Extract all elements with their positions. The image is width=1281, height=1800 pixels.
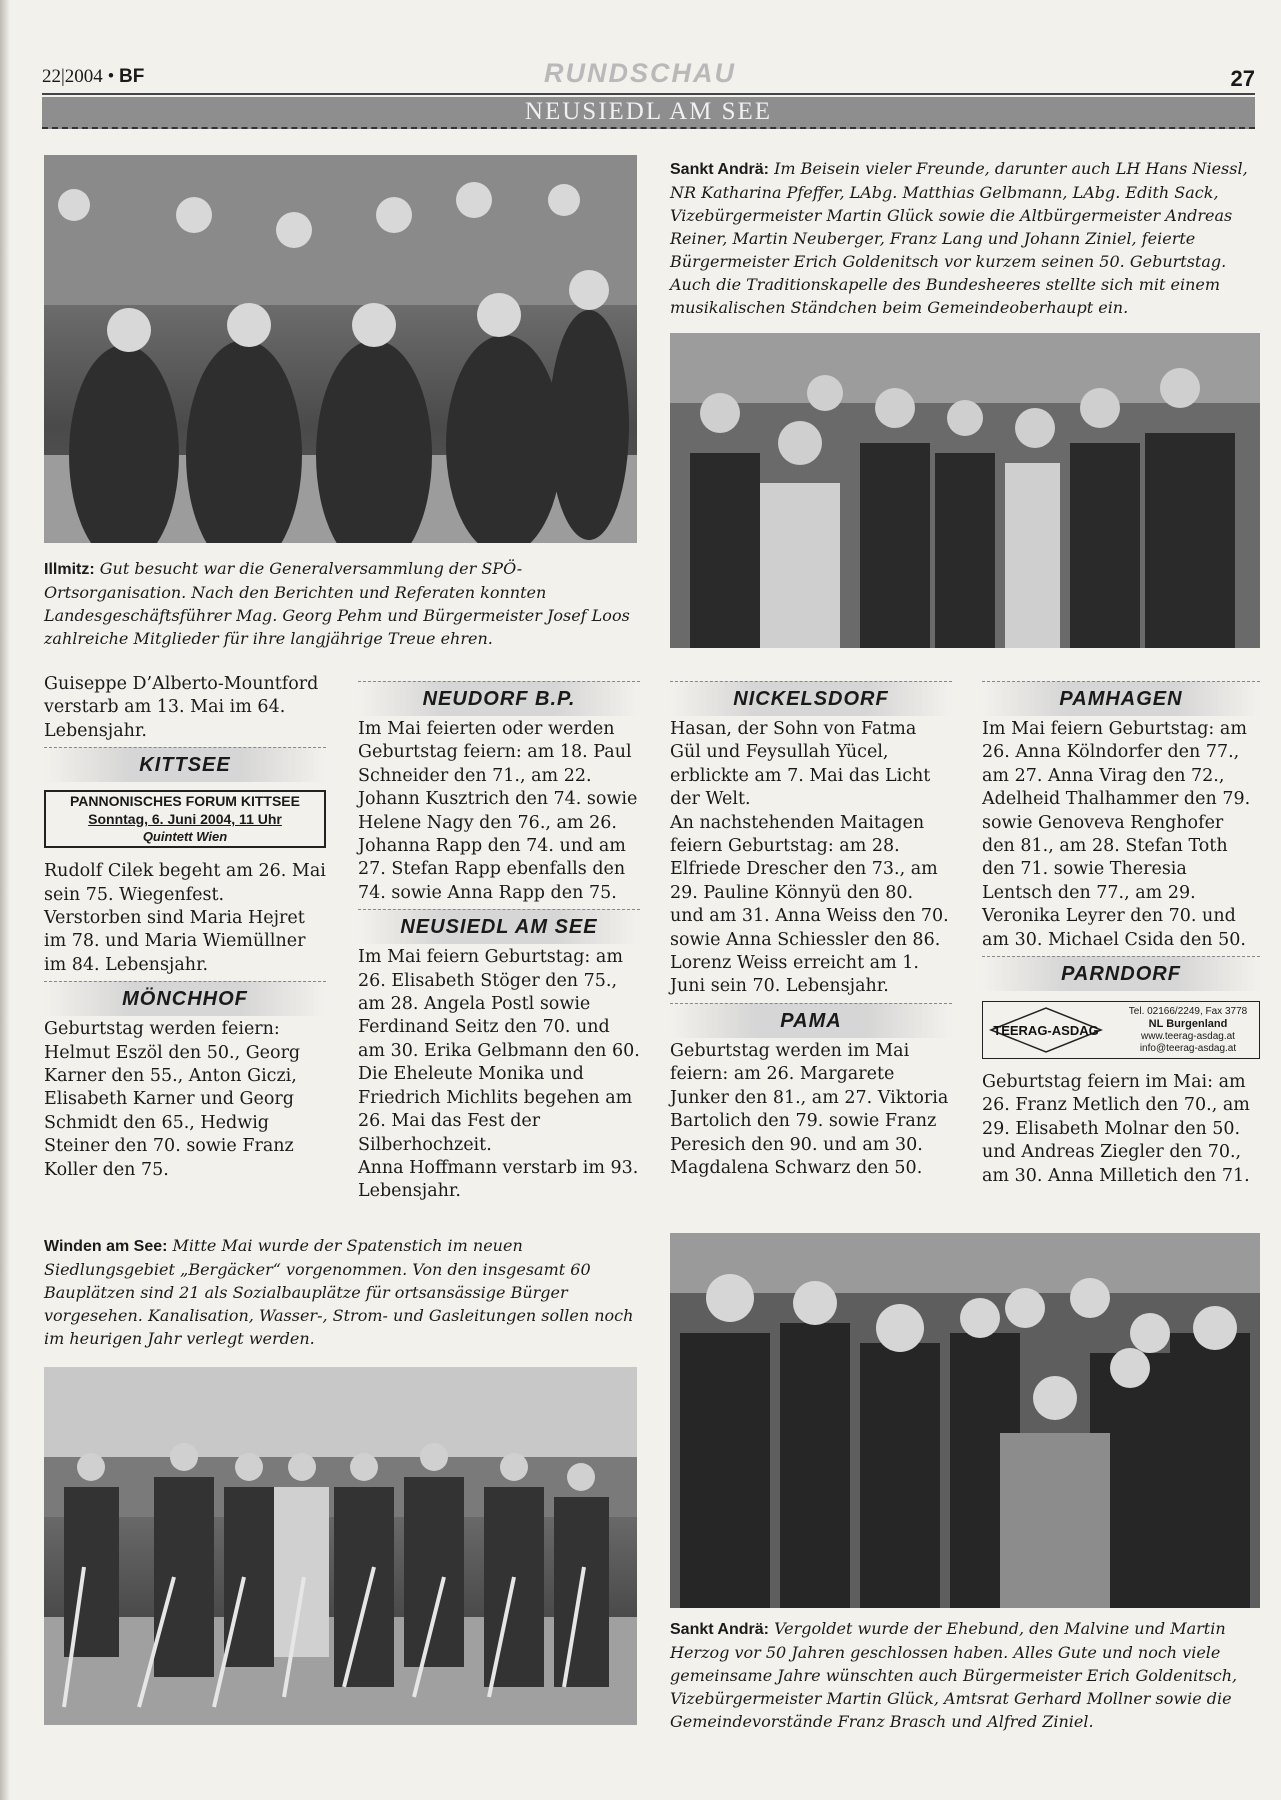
section-heading-neusiedl: NEUSIEDL AM SEE	[358, 909, 640, 944]
ad-email: info@teerag-asdag.at	[1139, 1043, 1237, 1055]
section-heading-parndorf: PARNDORF	[982, 956, 1260, 991]
teerag-logo-text: TEERAG-ASDAG	[993, 1023, 1099, 1039]
nickelsdorf-birthdays-text: An nachstehenden Maitagen feiern Geburtstag: am 28. Elfriede Drescher den 73., am 29. Pauline Könnyü den 80. und am 31. Anna Weiss den 70. sowie Anna Schiessler den 86.	[670, 812, 949, 950]
caption-place: Sankt Andrä:	[670, 161, 769, 178]
section-heading-pamhagen: PAMHAGEN	[982, 681, 1260, 716]
caption-place: Sankt Andrä:	[670, 1621, 769, 1638]
ad-performer: Quintett Wien	[142, 829, 228, 845]
caption-illmitz	[44, 557, 637, 650]
ad-title: PANNONISCHES FORUM KITTSEE	[70, 793, 300, 810]
photo-illmitz-group	[44, 155, 637, 543]
obituary-text: Guiseppe D’Alberto-Mountford verstarb am 13. Mai im 64. Lebensjahr.	[44, 674, 319, 741]
column-2	[358, 681, 640, 1204]
column-1	[44, 673, 326, 1182]
parndorf-text: Geburtstag feiern im Mai: am 26. Franz Metlich den 70., am 29. Elisabeth Molnar den 50. und Andreas Ziegler den 70., am 30. Anna Milletich den 71.	[982, 1072, 1250, 1186]
neusiedl-text: Im Mai feiern Geburtstag: am 26. Elisabeth Stöger den 75., am 28. Angela Postl sowie Ferdinand Seitz den 70. und am 30. Erika Gelbmann den 60. Die Eheleute Monika und Friedrich Michlits begehen am 26. Mai das Fest der Silberhochzeit.	[358, 947, 640, 1155]
neusiedl-obituary: Anna Hoffmann verstarb im 93. Lebensjahr.	[358, 1157, 639, 1202]
nickelsdorf-jubilee-text: Lorenz Weiss erreicht am 1. Juni sein 70. Lebensjahr.	[670, 953, 919, 997]
caption-text: Mitte Mai wurde der Spatenstich im neuen Siedlungsgebiet „Bergäcker“ vorgenommen. Von den insgesamt 60 Bauplätzen sind 21 als Sozialbauplätze für ortsansässige Bürger vorgesehen. Kanalisation, Wasser-, Strom- und Gasleitungen sollen noch im heurigen Jahr verlegt werden.	[44, 1236, 634, 1348]
header-rule	[42, 93, 1255, 95]
page-number: 27	[1230, 66, 1255, 91]
caption-sankt-andrae-bottom	[670, 1617, 1260, 1733]
caption-place: Illmitz:	[44, 561, 95, 578]
column-4	[982, 681, 1260, 1188]
neudorf-text: Im Mai feierten oder werden Geburtstag feiern: am 18. Paul Schneider den 71., am 22. Johann Kusztrich den 74. sowie Helene Nagy den 76., am 26. Johanna Rapp den 74. und am 27. Stefan Rapp ebenfalls den 74. sowie Anna Rapp den 75.	[358, 719, 638, 903]
pama-text: Geburtstag werden im Mai feiern: am 26. Margarete Junker den 81., am 27. Viktoria Bartolich den 79. sowie Franz Peresich den 90. und am 30. Magdalena Schwarz den 50.	[670, 1040, 949, 1178]
ad-teerag-asdag	[982, 1001, 1260, 1059]
section-heading-neudorf: NEUDORF B.P.	[358, 681, 640, 716]
section-heading-pama: PAMA	[670, 1003, 952, 1038]
section-heading-kittsee: KITTSEE	[44, 747, 326, 782]
section-band-title: NEUSIEDL AM SEE	[524, 98, 773, 125]
ad-phone: Tel. 02166/2249, Fax 3778	[1128, 1006, 1248, 1018]
photo-sankt-andrae-golden-wedding	[670, 1233, 1260, 1608]
nickelsdorf-birth-text: Hasan, der Sohn von Fatma Gül und Feysullah Yücel, erblickte am 7. Mai das Licht der Welt.	[670, 719, 931, 810]
ad-pannonisches-forum	[44, 790, 326, 848]
photo-sankt-andrae-birthday	[670, 333, 1260, 648]
section-heading-nickelsdorf: NICKELSDORF	[670, 681, 952, 716]
caption-place: Winden am See:	[44, 1238, 168, 1255]
paper-name: RUNDSCHAU	[544, 58, 736, 88]
pamhagen-text: Im Mai feiern Geburtstag: am 26. Anna Kölndorfer den 77., am 27. Anna Virag den 72., Adelheid Thalhammer den 79. sowie Genoveva Renghofer den 81., am 28. Stefan Toth den 71. sowie Theresia Lentsch den 77., am 29. Veronika Leyrer den 70. und am 30. Michael Csida den 50.	[982, 719, 1251, 950]
column-3	[670, 681, 952, 1180]
section-heading-moenchhof: MÖNCHHOF	[44, 981, 326, 1016]
kittsee-text: Rudolf Cilek begeht am 26. Mai sein 75. Wiegenfest. Verstorben sind Maria Hejret im 78. und Maria Wiemüllner im 84. Lebensjahr.	[44, 861, 326, 975]
ad-contact	[1123, 1006, 1253, 1055]
caption-winden	[44, 1234, 637, 1350]
caption-text: Vergoldet wurde der Ehebund, den Malvine und Martin Herzog vor 50 Jahren geschlossen haben. Alles Gute und noch viele gemeinsame Jahre wünschten auch Bürgermeister Erich Goldenitsch, Vizebürgermeister Martin Glück, Amtsrat Gerhard Mollner sowie die Gemeindevorstände Franz Brasch und Alfred Ziniel.	[670, 1619, 1238, 1731]
ad-branch: NL Burgenland	[1148, 1018, 1228, 1031]
caption-sankt-andrae-top	[670, 157, 1260, 319]
moenchhof-text: Geburtstag werden feiern: Helmut Eszöl den 50., Georg Karner den 55., Anton Giczi, Elisabeth Karner und Georg Schmidt den 65., Hedwig Steiner den 70. sowie Franz Koller den 75.	[44, 1019, 301, 1180]
photo-winden-groundbreaking	[44, 1367, 637, 1725]
page-binding-shadow	[0, 0, 10, 1800]
teerag-logo	[987, 1006, 1105, 1054]
ad-website: www.teerag-asdag.at	[1141, 1031, 1235, 1043]
ad-date: Sonntag, 6. Juni 2004, 11 Uhr	[88, 811, 282, 828]
issue-label: 22|2004 • BF	[42, 66, 145, 87]
caption-text: Gut besucht war die Generalversammlung der SPÖ-Ortsorganisation. Nach den Berichten und Referaten konnten Landesgeschäftsführer Mag. Georg Pehm und Bürgermeister Josef Loos zahlreiche Mitglieder für ihre langjährige Treue ehren.	[44, 559, 630, 648]
caption-text: Im Beisein vieler Freunde, darunter auch LH Hans Niessl, NR Katharina Pfeffer, LAbg. Matthias Gelbmann, LAbg. Edith Sack, Vizebürgermeister Martin Glück sowie die Altbürgermeister Andreas Reiner, Martin Neuberger, Franz Lang und Johann Ziniel, feierte Bürgermeister Erich Goldenitsch vor kurzem seinen 50. Geburtstag. Auch die Traditionskapelle des Bundesheeres stellte sich mit einem musikalischen Ständchen beim Gemeindeoberhaupt ein.	[670, 159, 1248, 317]
